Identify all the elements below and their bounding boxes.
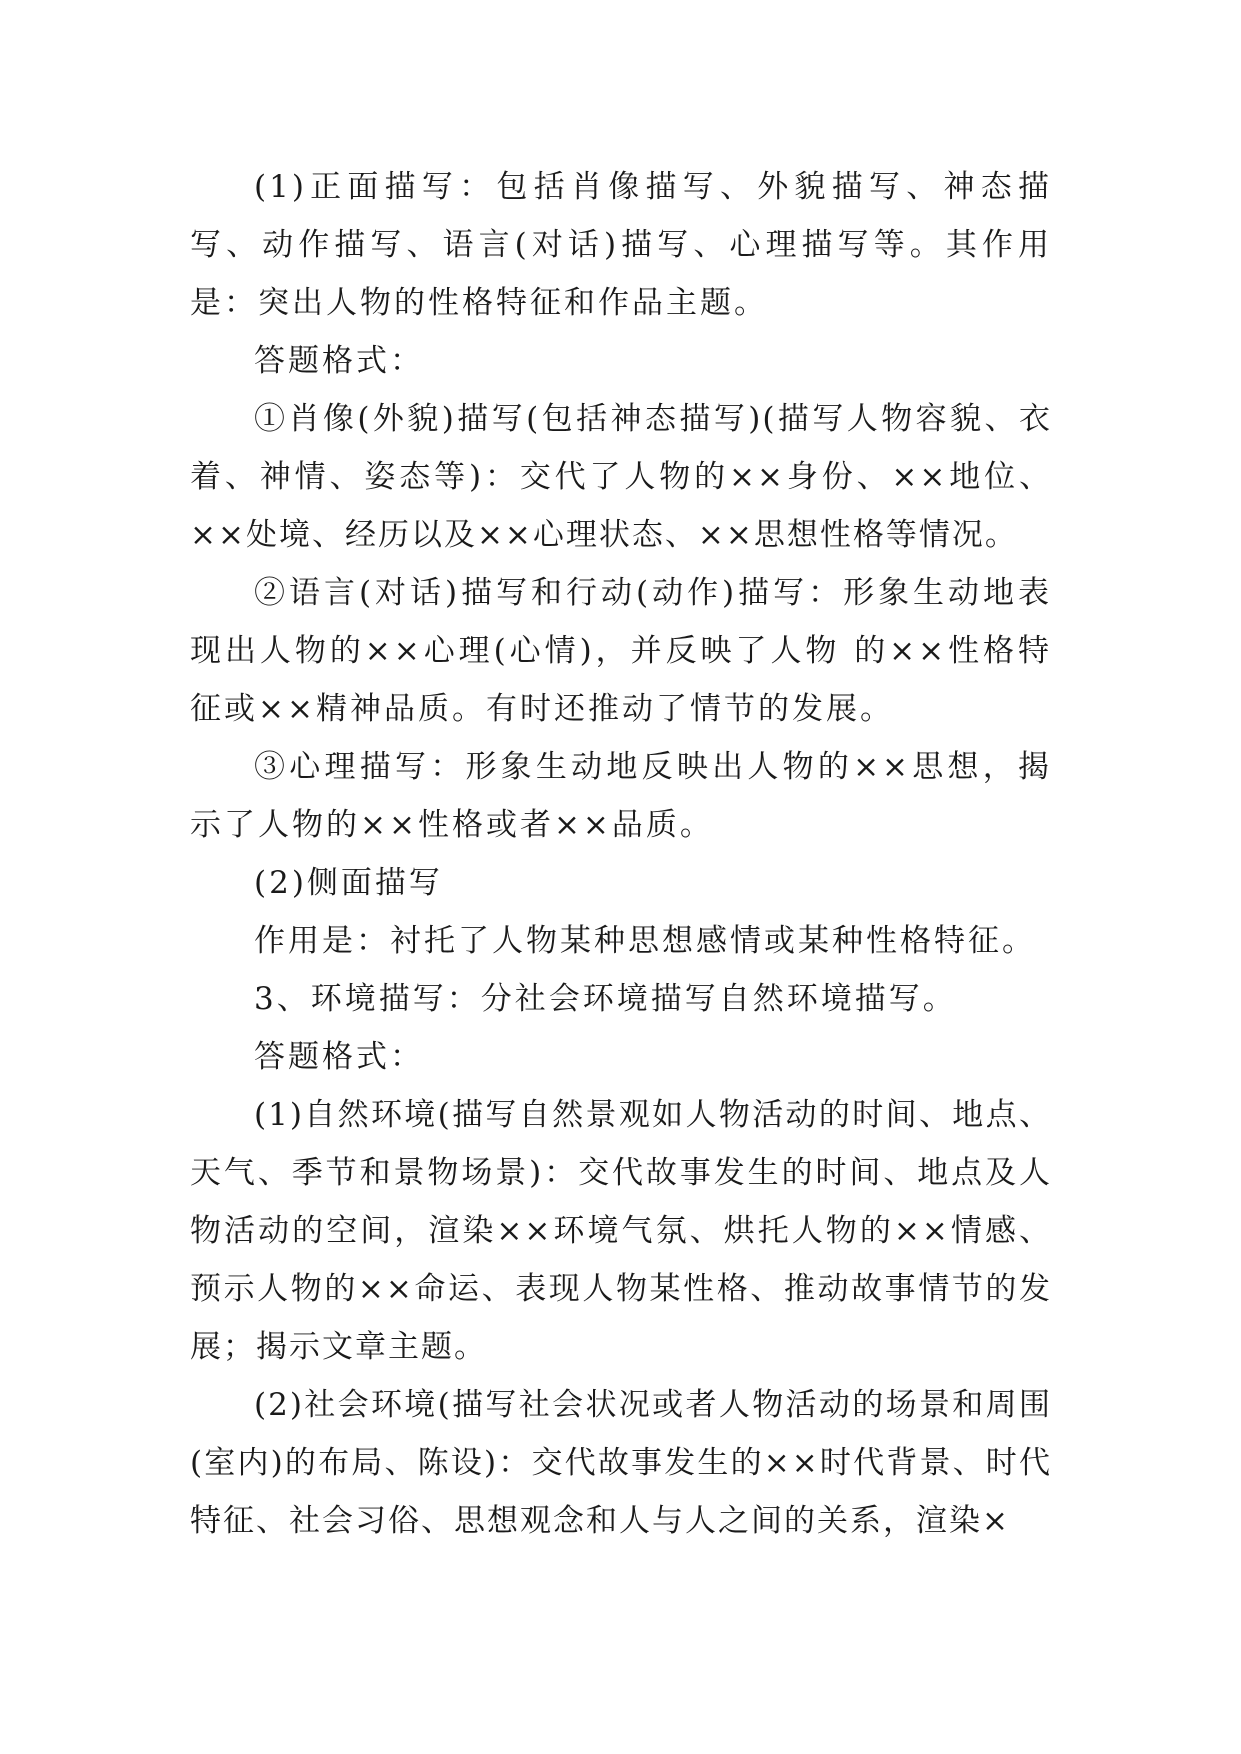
paragraph-answer-format-2: 答题格式： [254,1039,424,1075]
paragraph-environment-description: 3、环境描写：分社会环境描写自然环境描写。 [254,981,957,1017]
paragraph-side-description-heading: (2)侧面描写 [254,865,443,901]
document-body [190,158,1052,1550]
paragraph-language-action-description: ②语言(对话)描写和行动(动作)描写：形象生动地表现出人物的××心理(心情)，并反映了人物 的××性格特征或××精神品质。有时还推动了情节的发展。 [190,575,1052,727]
paragraph-answer-format-1: 答题格式： [254,343,424,379]
paragraph-portrait-description: ①肖像(外貌)描写(包括神态描写)(描写人物容貌、衣着、神情、姿态等)：交代了人物的××身份、××地位、××处境、经历以及××心理状态、××思想性格等情况。 [190,401,1052,553]
paragraph-psychological-description: ③心理描写：形象生动地反映出人物的××思想，揭示了人物的××性格或者××品质。 [190,749,1052,843]
paragraph-front-description: (1)正面描写：包括肖像描写、外貌描写、神态描写、动作描写、语言(对话)描写、心理描写等。其作用是：突出人物的性格特征和作品主题。 [190,169,1052,321]
paragraph-side-description-effect: 作用是：衬托了人物某种思想感情或某种性格特征。 [254,923,1036,959]
paragraph-social-environment: (2)社会环境(描写社会状况或者人物活动的场景和周围(室内)的布局、陈设)：交代故事发生的××时代背景、时代特征、社会习俗、思想观念和人与人之间的关系，渲染× [190,1387,1052,1539]
paragraph-natural-environment: (1)自然环境(描写自然景观如人物活动的时间、地点、天气、季节和景物场景)：交代故事发生的时间、地点及人物活动的空间，渲染××环境气氛、烘托人物的××情感、预示人物的××命运、表现人物某性格、推动故事情节的发展；揭示文章主题。 [190,1097,1052,1365]
